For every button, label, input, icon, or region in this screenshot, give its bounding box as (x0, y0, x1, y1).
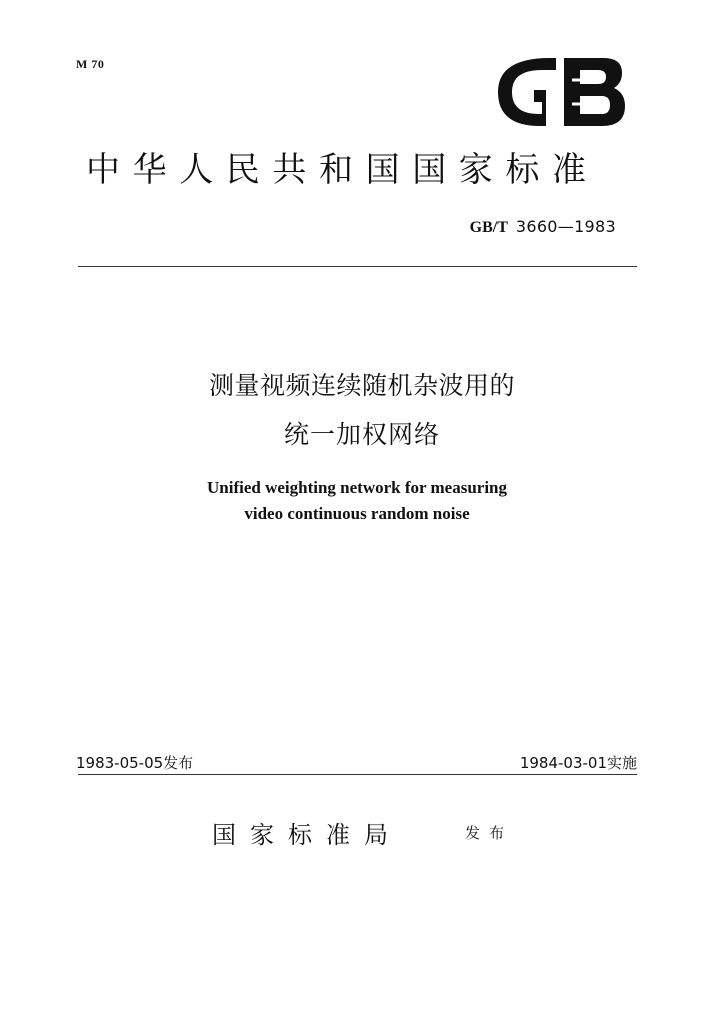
standard-code-prefix: GB/T (469, 219, 508, 236)
gb-logo-icon (484, 52, 630, 132)
document-title-en-line1: Unified weighting network for measuring (206, 478, 507, 497)
document-title-cn-line1: 测量视频连续随机杂波用的 (208, 371, 515, 400)
document-title-en-line2: video continuous random noise (244, 504, 470, 523)
national-standard-title: 中华人民共和国国家标准 (86, 150, 599, 190)
effective-date: 1984-03-01实施 (519, 754, 637, 772)
issuing-action: 发布 (465, 824, 514, 842)
standard-code-number: 3660—1983 (515, 217, 616, 236)
bottom-divider (78, 774, 637, 775)
top-divider (78, 266, 637, 267)
issue-date: 1983-05-05发布 (76, 754, 194, 772)
classification-code: M 70 (76, 57, 105, 71)
issuing-authority: 国家标准局 (212, 821, 402, 849)
document-title-cn-line2: 统一加权网络 (283, 420, 440, 449)
standard-code (470, 217, 616, 237)
